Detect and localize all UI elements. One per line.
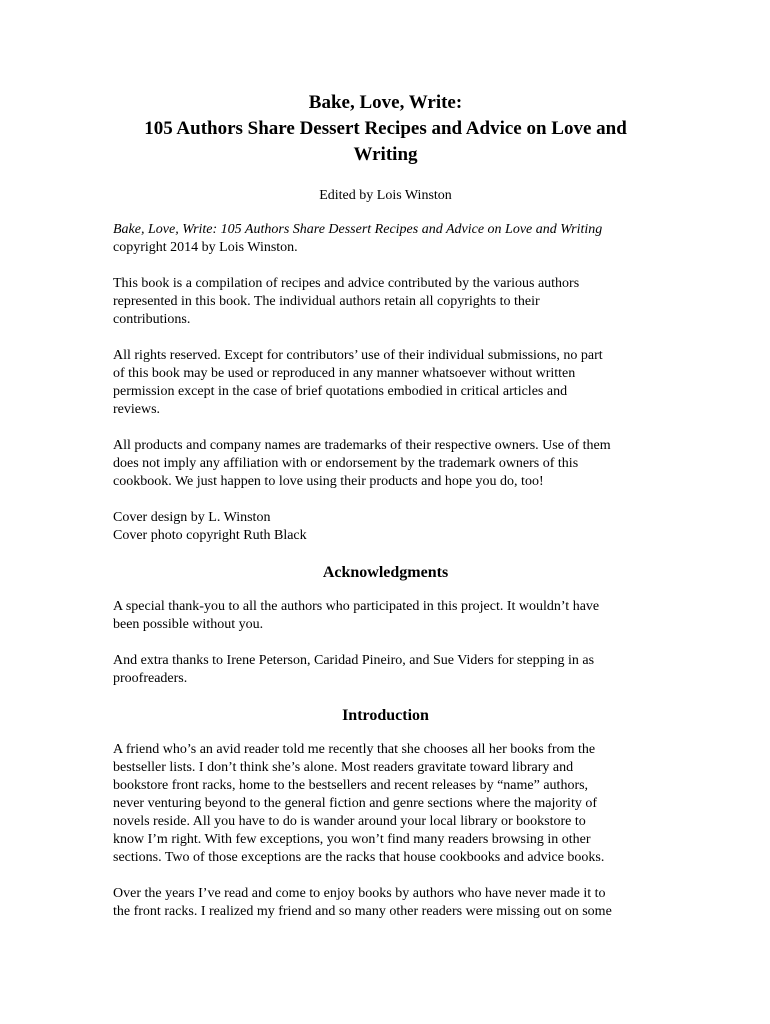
paragraph-line: A special thank-you to all the authors who participated in this project. It wouldn’t have: [113, 599, 600, 614]
paragraph-line: know I’m right. With few exceptions, you won’t find many readers browsing in other: [113, 832, 591, 847]
introduction-heading: Introduction: [342, 707, 429, 724]
paragraph-line: permission except in the case of brief quotations embodied in critical articles and: [113, 384, 568, 399]
paragraph-line: bookstore front racks, home to the bestsellers and recent releases by “name” authors,: [113, 778, 589, 793]
paragraph-line: does not imply any affiliation with or endorsement by the trademark owners of this: [113, 456, 579, 471]
paragraph-line: All products and company names are trademarks of their respective owners. Use of them: [113, 438, 611, 453]
editor-credit: Edited by Lois Winston: [319, 188, 452, 203]
paragraph-line: never venturing beyond to the general fiction and genre sections where the majority of: [113, 796, 597, 811]
introduction-paragraph: [113, 741, 658, 867]
paragraph-line: sections. Two of those exceptions are the racks that house cookbooks and advice books.: [113, 850, 605, 865]
copyright-book-title: Bake, Love, Write: 105 Authors Share Dessert Recipes and Advice on Love and Writing: [113, 222, 603, 237]
title-line: Writing: [353, 144, 418, 165]
paragraph-line: And extra thanks to Irene Peterson, Caridad Pineiro, and Sue Viders for stepping in as: [113, 653, 595, 668]
paragraph-line: Over the years I’ve read and come to enjoy books by authors who have never made it to: [113, 886, 606, 901]
introduction-paragraph: [113, 885, 658, 921]
acknowledgments-heading: Acknowledgments: [322, 564, 449, 581]
cover-credits: [113, 509, 658, 545]
page-content: [113, 90, 658, 921]
acknowledgments-paragraph: [113, 598, 658, 634]
cover-design-credit: Cover design by L. Winston: [113, 510, 271, 525]
paragraph-line: been possible without you.: [113, 617, 264, 632]
copyright-paragraph: [113, 221, 658, 257]
paragraph-line: novels reside. All you have to do is wander around your local library or bookstore to: [113, 814, 586, 829]
cover-photo-credit: Cover photo copyright Ruth Black: [113, 528, 307, 543]
paragraph-line: All rights reserved. Except for contributors’ use of their individual submissions, no part: [113, 348, 603, 363]
title-line: Bake, Love, Write:: [308, 92, 463, 113]
trademark-paragraph: [113, 437, 658, 491]
rights-paragraph: [113, 347, 658, 419]
compilation-paragraph: [113, 275, 658, 329]
paragraph-line: the front racks. I realized my friend and so many other readers were missing out on some: [113, 904, 612, 919]
paragraph-line: cookbook. We just happen to love using their products and hope you do, too!: [113, 474, 544, 489]
title-line: 105 Authors Share Dessert Recipes and Advice on Love and: [144, 118, 627, 139]
paragraph-line: of this book may be used or reproduced in any manner whatsoever without written: [113, 366, 576, 381]
paragraph-line: represented in this book. The individual authors retain all copyrights to their: [113, 294, 540, 309]
paragraph-line: bestseller lists. I don’t think she’s alone. Most readers gravitate toward library and: [113, 760, 574, 775]
book-title: [113, 90, 658, 168]
paragraph-line: contributions.: [113, 312, 191, 327]
proofreaders-paragraph: [113, 652, 658, 688]
copyright-line: copyright 2014 by Lois Winston.: [113, 240, 298, 255]
paragraph-line: reviews.: [113, 402, 161, 417]
paragraph-line: A friend who’s an avid reader told me recently that she chooses all her books from the: [113, 742, 596, 757]
paragraph-line: This book is a compilation of recipes and advice contributed by the various authors: [113, 276, 580, 291]
paragraph-line: proofreaders.: [113, 671, 188, 686]
